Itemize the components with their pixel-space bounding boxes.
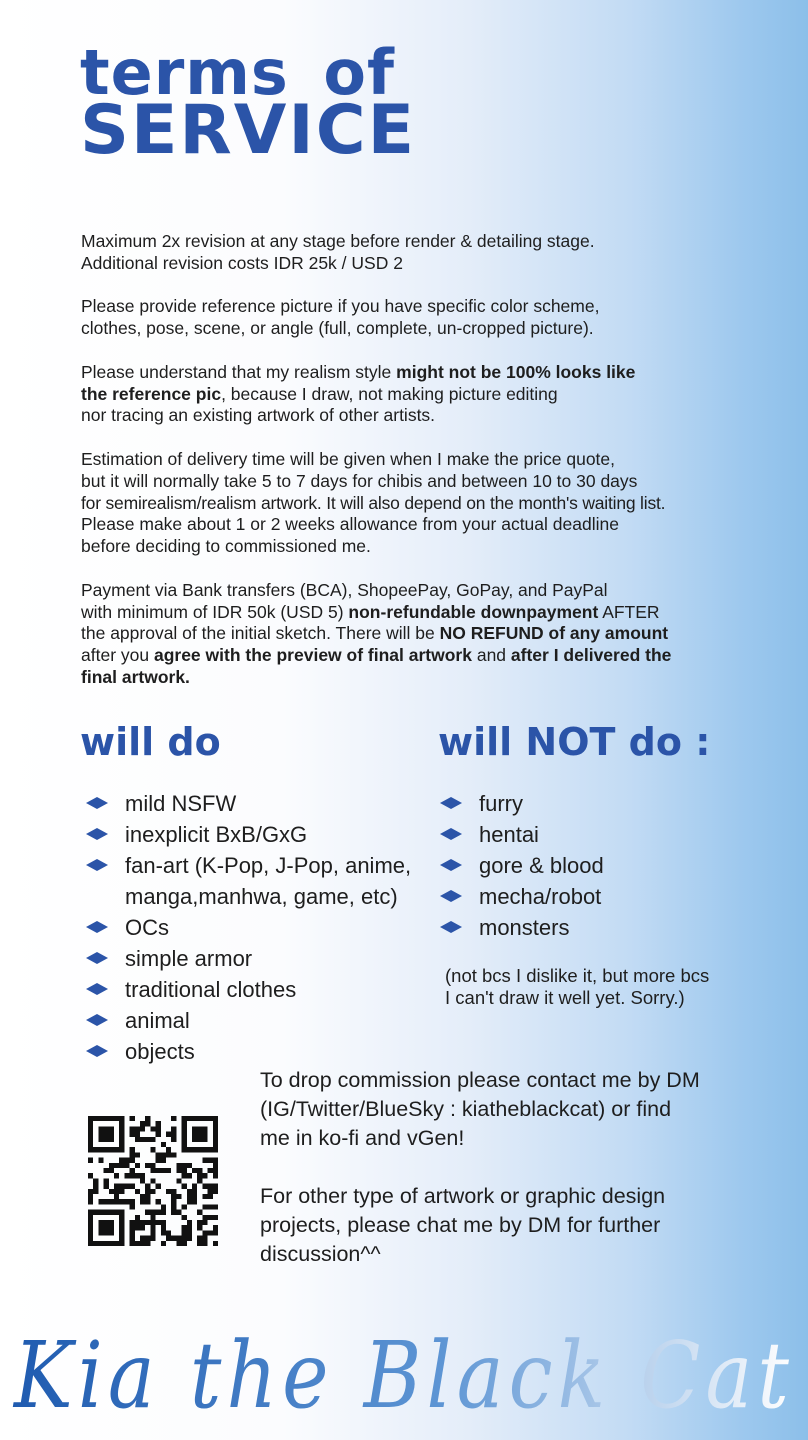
terms-payment	[81, 580, 761, 689]
diamond-bullet-icon	[86, 797, 108, 809]
list-item	[436, 850, 604, 881]
diamond-bullet-icon	[440, 828, 462, 840]
text-line: for semirealism/realism artwork. It will also depend on the month's waiting list.	[81, 492, 666, 513]
terms-revision	[81, 231, 761, 275]
terms-delivery	[81, 449, 761, 558]
will-do-list	[82, 788, 411, 1067]
list-item-label: mild NSFW	[125, 791, 237, 816]
list-item	[82, 912, 411, 943]
note-line: I can't draw it well yet. Sorry.)	[445, 987, 685, 1008]
contact-dm	[260, 1066, 740, 1153]
text-line	[81, 623, 761, 645]
list-item	[82, 974, 411, 1005]
signature-text: Kia the Black Cat	[12, 1325, 794, 1429]
text-line	[81, 362, 761, 384]
diamond-bullet-icon	[86, 983, 108, 995]
list-item-label: gore & blood	[479, 853, 604, 878]
contact-other	[260, 1182, 740, 1269]
diamond-bullet-icon	[86, 952, 108, 964]
list-item	[436, 912, 604, 943]
note-line: (not bcs I dislike it, but more bcs	[445, 965, 710, 986]
list-item-label: OCs	[125, 915, 169, 940]
text-line: nor tracing an existing artwork of other artists.	[81, 405, 436, 426]
list-item	[436, 881, 604, 912]
text-line: To drop commission please contact me by DM	[260, 1068, 700, 1092]
signature-logo	[0, 1325, 808, 1440]
list-item-label: objects	[125, 1039, 195, 1064]
will-not-do-list	[436, 788, 604, 943]
text-run: Please understand that my realism style	[81, 361, 397, 382]
text-line: me in ko-fi and vGen!	[260, 1126, 465, 1150]
text-line: Please provide reference picture if you have specific color scheme,	[81, 296, 600, 317]
list-item	[82, 1036, 411, 1067]
diamond-bullet-icon	[86, 859, 108, 871]
title-line-1: terms of	[80, 36, 395, 109]
text-line: Please make about 1 or 2 weeks allowance from your actual deadline	[81, 514, 619, 535]
list-item-label: inexplicit BxB/GxG	[125, 822, 308, 847]
list-item-label: monsters	[479, 915, 570, 940]
list-item-label: traditional clothes	[125, 977, 297, 1002]
terms-reference	[81, 296, 761, 340]
text-line: Maximum 2x revision at any stage before render & detailing stage.	[81, 231, 595, 251]
bold-run: might not be 100% looks like	[396, 361, 636, 382]
diamond-bullet-icon	[86, 1014, 108, 1026]
text-line	[81, 645, 761, 667]
diamond-bullet-icon	[440, 890, 462, 902]
text-line: but it will normally take 5 to 7 days for chibis and between 10 to 30 days	[81, 470, 638, 491]
text-line	[81, 667, 761, 689]
list-item-label: mecha/robot	[479, 884, 602, 909]
text-line: Payment via Bank transfers (BCA), ShopeePay, GoPay, and PayPal	[81, 579, 608, 600]
list-item-label: furry	[479, 791, 523, 816]
list-item	[436, 788, 604, 819]
terms-body	[81, 231, 761, 711]
list-item-label: animal	[125, 1008, 190, 1033]
diamond-bullet-icon	[86, 828, 108, 840]
text-run: after you	[81, 645, 154, 666]
text-line: Estimation of delivery time will be given when I make the price quote,	[81, 448, 616, 469]
diamond-bullet-icon	[440, 797, 462, 809]
diamond-bullet-icon	[440, 859, 462, 871]
text-line	[81, 384, 761, 406]
text-line	[81, 602, 761, 624]
will-not-do-note	[445, 965, 765, 1009]
list-item-label-cont: manga,manhwa, game, etc)	[125, 884, 398, 909]
text-line: (IG/Twitter/BlueSky : kiatheblackcat) or find	[260, 1097, 672, 1121]
list-item-label: fan-art (K-Pop, J-Pop, anime,	[125, 853, 412, 878]
bold-run: non-refundable downpayment	[348, 601, 599, 622]
text-run: the approval of the initial sketch. There will be	[81, 623, 440, 644]
list-item	[82, 819, 411, 850]
text-run: and	[471, 645, 511, 666]
bold-run: final artwork.	[81, 666, 190, 687]
text-line: discussion^^	[260, 1242, 381, 1266]
bold-run: the reference pic	[81, 383, 222, 404]
text-line: Additional revision costs IDR 25k / USD 2	[81, 252, 403, 273]
bold-run: NO REFUND of any amount	[439, 623, 669, 644]
title-line-2: SERVICE	[80, 91, 417, 170]
list-item	[82, 1005, 411, 1036]
list-item	[82, 943, 411, 974]
page-title	[80, 36, 417, 170]
text-run: AFTER	[598, 601, 660, 622]
list-item	[82, 850, 411, 912]
qr-code-icon	[88, 1116, 218, 1246]
text-line: before deciding to commissioned me.	[81, 536, 371, 557]
diamond-bullet-icon	[86, 921, 108, 933]
list-item	[436, 819, 604, 850]
list-item-label: hentai	[479, 822, 539, 847]
list-item	[82, 788, 411, 819]
bold-run: agree with the preview of final artwork	[153, 645, 472, 666]
text-run: , because I draw, not making picture editing	[221, 383, 558, 404]
text-line: For other type of artwork or graphic design	[260, 1184, 666, 1208]
text-line: clothes, pose, scene, or angle (full, complete, un-cropped picture).	[81, 318, 594, 339]
will-do-heading: will do	[80, 720, 221, 764]
will-not-do-heading: will NOT do :	[438, 720, 711, 764]
terms-style	[81, 362, 761, 427]
list-item-label: simple armor	[125, 946, 253, 971]
diamond-bullet-icon	[440, 921, 462, 933]
bold-run: after I delivered the	[510, 645, 672, 666]
text-run: with minimum of IDR 50k (USD 5)	[81, 601, 349, 622]
contact-info	[260, 1066, 740, 1298]
diamond-bullet-icon	[86, 1045, 108, 1057]
text-line: projects, please chat me by DM for further	[260, 1213, 661, 1237]
